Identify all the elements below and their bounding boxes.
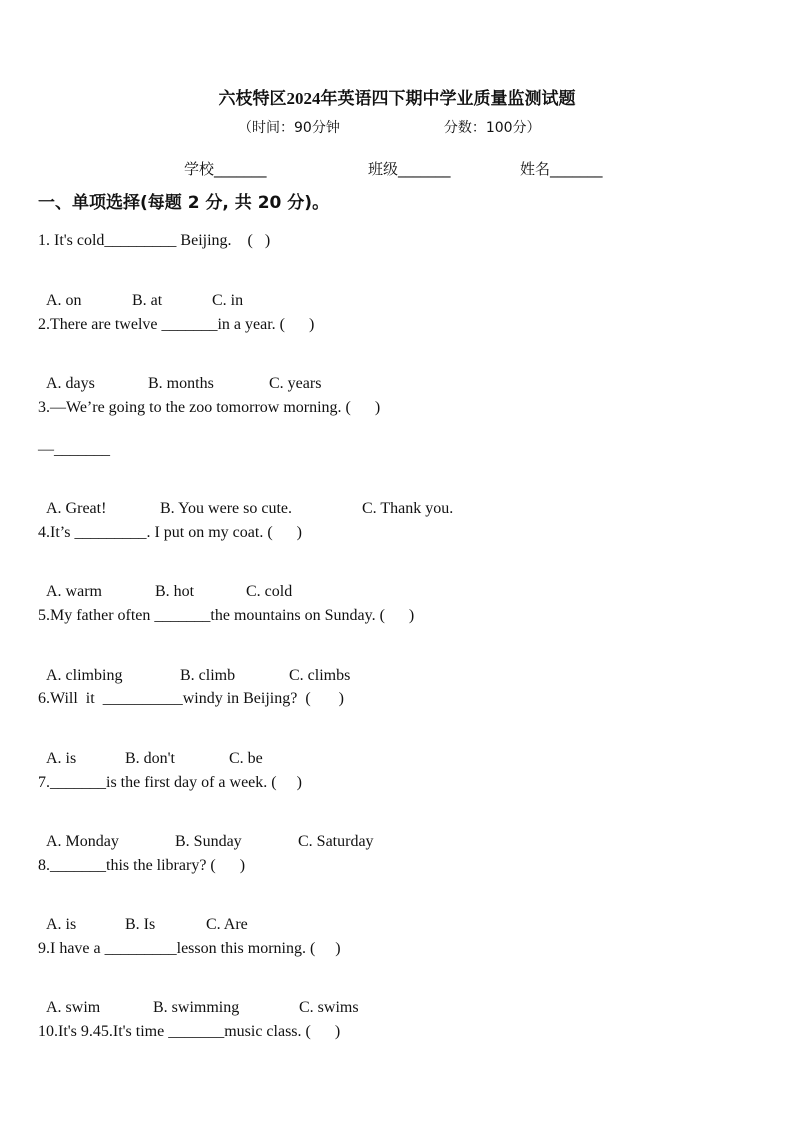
option-c: C. in xyxy=(212,292,244,309)
option-b: B. climb xyxy=(180,667,236,684)
question-6-options xyxy=(38,732,263,768)
option-a: A. Monday xyxy=(46,833,119,850)
section-title: 一、单项选择(每题 2 分, 共 20 分)。 xyxy=(38,193,330,213)
option-b: B. months xyxy=(148,375,214,392)
option-b: B. Is xyxy=(125,916,156,933)
question-1-options xyxy=(38,274,243,310)
question-1-stem: 1. It's cold_________ Beijing. ( ) xyxy=(38,232,271,249)
option-b: B. You were so cute. xyxy=(160,500,292,517)
question-10-stem: 10.It's 9.45.It's time _______music class. ( ) xyxy=(38,1023,341,1040)
option-c: C. cold xyxy=(246,583,293,600)
option-b: B. hot xyxy=(155,583,195,600)
option-c: C. Thank you. xyxy=(362,500,454,517)
option-a: A. warm xyxy=(46,583,102,600)
question-4-stem: 4.It’s _________. I put on my coat. ( ) xyxy=(38,524,302,541)
option-a: A. climbing xyxy=(46,667,123,684)
page-title: 六枝特区2024年英语四下期中学业质量监测试题 xyxy=(218,89,576,108)
option-a: A. on xyxy=(46,292,82,309)
question-9-stem: 9.I have a _________lesson this morning. ( ) xyxy=(38,940,341,957)
question-4-options xyxy=(38,565,292,601)
question-7-options xyxy=(38,815,374,851)
question-8-stem: 8._______this the library? ( ) xyxy=(38,857,246,874)
option-a: A. is xyxy=(46,916,77,933)
exam-time: （时间：90分钟 xyxy=(238,120,340,136)
option-c: C. swims xyxy=(299,999,359,1016)
question-5-options xyxy=(38,649,350,685)
option-c: C. years xyxy=(269,375,322,392)
class-field: 班级_______ xyxy=(368,160,451,178)
school-field: 学校_______ xyxy=(184,160,267,178)
option-a: A. swim xyxy=(46,999,101,1016)
exam-meta xyxy=(238,117,541,137)
question-2-options xyxy=(38,357,321,393)
question-3-options xyxy=(38,482,453,518)
question-2-stem: 2.There are twelve _______in a year. ( ) xyxy=(38,316,315,333)
name-field: 姓名_______ xyxy=(520,160,603,178)
option-c: C. climbs xyxy=(289,667,351,684)
question-8-options xyxy=(38,898,248,934)
option-c: C. Are xyxy=(206,916,248,933)
option-c: C. be xyxy=(229,750,263,767)
option-a: A. Great! xyxy=(46,500,107,517)
option-a: A. is xyxy=(46,750,77,767)
option-b: B. Sunday xyxy=(175,833,242,850)
question-9-options xyxy=(38,981,359,1017)
question-3-stem: 3.—We’re going to the zoo tomorrow morning. ( ) xyxy=(38,399,381,416)
question-3-reply: —_______ xyxy=(38,441,110,458)
option-a: A. days xyxy=(46,375,95,392)
exam-score: 分数：100分） xyxy=(443,120,541,136)
question-5-stem: 5.My father often _______the mountains on Sunday. ( ) xyxy=(38,607,415,624)
question-7-stem: 7._______is the first day of a week. ( ) xyxy=(38,774,302,791)
option-b: B. at xyxy=(132,292,163,309)
option-b: B. swimming xyxy=(153,999,240,1016)
option-c: C. Saturday xyxy=(298,833,374,850)
option-b: B. don't xyxy=(125,750,175,767)
question-6-stem: 6.Will it __________windy in Beijing? ( ) xyxy=(38,690,344,707)
